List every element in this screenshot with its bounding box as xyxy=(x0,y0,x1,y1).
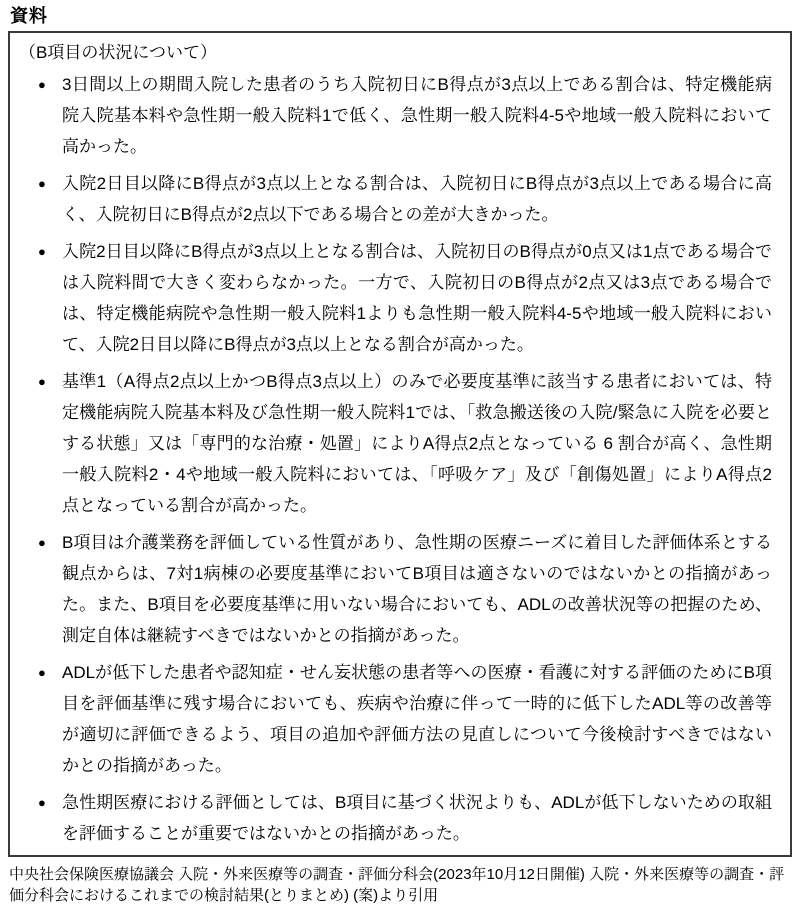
bullet-icon: ● xyxy=(38,77,46,92)
bullet-text: ADLが低下した患者や認知症・せん妄状態の患者等への医療・看護に対する評価のためにB項目を評価基準に残す場合においても、疾病や治療に伴って一時的に低下したADL等の改善等が適切に評価できるよう、項目の追加や評価方法の見直しについて今後検討すべきではないかとの指摘があった。 xyxy=(62,663,772,775)
bullet-item xyxy=(19,168,772,230)
bullet-item xyxy=(19,787,772,849)
bullet-icon: ● xyxy=(38,795,46,810)
bullet-icon: ● xyxy=(38,374,46,389)
bullet-icon: ● xyxy=(38,244,46,259)
bullet-item xyxy=(19,69,772,162)
bullet-text: 急性期医療における評価としては、B項目に基づく状況よりも、ADLが低下しないための取組を評価することが重要ではないかとの指摘があった。 xyxy=(62,793,772,843)
bullet-text: 3日間以上の期間入院した患者のうち入院初日にB得点が3点以上である割合は、特定機能病院入院基本料や急性期一般入院料1で低く、急性期一般入院料4-5や地域一般入院料において高かった。 xyxy=(62,75,772,156)
bullet-icon: ● xyxy=(38,665,46,680)
bullet-text: 基準1（A得点2点以上かつB得点3点以上）のみで必要度基準に該当する患者においては、特定機能病院入院基本料及び急性期一般入院料1では、「救急搬送後の入院/緊急に入院を必要とする状態」又は「専門的な治療・処置」によりA得点2点となっている 6 割合が高く、急性期一般入院料2・4や地域一般入院料においては、「呼吸ケア」及び「創傷処置」によりA得点2点となっている割合が高かった。 xyxy=(62,372,772,515)
footer-citation: 中央社会保険医療協議会 入院・外来医療等の調査・評価分科会(2023年10月12日開催) 入院・外来医療等の調査・評価分科会におけるこれまでの検討結果(とりまとめ) (案)より引用 xyxy=(9,866,785,904)
page-title: 資料 xyxy=(10,6,48,26)
content-box xyxy=(8,31,792,857)
box-heading: （B項目の状況について） xyxy=(19,43,217,62)
bullet-list xyxy=(19,69,772,849)
bullet-icon: ● xyxy=(38,176,46,191)
bullet-text: 入院2日目以降にB得点が3点以上となる割合は、入院初日にB得点が3点以上である場合に高く、入院初日にB得点が2点以下である場合との差が大きかった。 xyxy=(62,174,772,224)
bullet-item xyxy=(19,236,772,360)
bullet-text: 入院2日目以降にB得点が3点以上となる割合は、入院初日のB得点が0点又は1点である場合では入院料間で大きく変わらなかった。一方で、入院初日のB得点が2点又は3点である場合では、特定機能病院や急性期一般入院料1よりも急性期一般入院料4-5や地域一般入院料において、入院2日目以降にB得点が3点以上となる割合が高かった。 xyxy=(62,242,772,354)
bullet-item xyxy=(19,657,772,781)
bullet-text: B項目は介護業務を評価している性質があり、急性期の医療ニーズに着目した評価体系とする観点からは、7対1病棟の必要度基準においてB項目は適さないのではないかとの指摘があった。また、B項目を必要度基準に用いない場合においても、ADLの改善状況等の把握のため、測定自体は継続すべきではないかとの指摘があった。 xyxy=(62,533,772,645)
bullet-item xyxy=(19,527,772,651)
bullet-icon: ● xyxy=(38,535,46,550)
bullet-item xyxy=(19,366,772,521)
